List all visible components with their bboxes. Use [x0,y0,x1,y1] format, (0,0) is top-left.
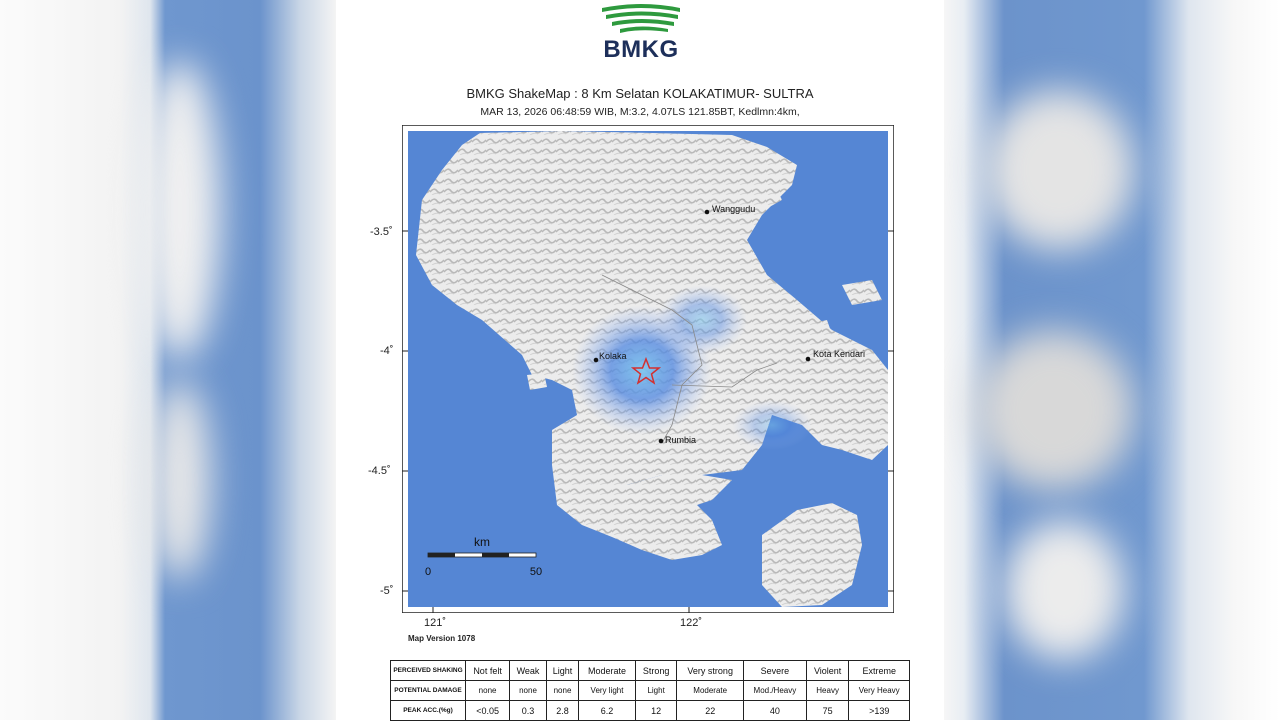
legend-cell: Very strong [677,661,744,681]
blur-blob [974,330,1134,490]
legend-cell: 75 [806,701,849,721]
legend-cell: Mod./Heavy [743,681,806,701]
land-islet [527,373,547,390]
legend-cell: Not felt [466,661,510,681]
blur-blob [150,380,210,580]
place-dot [659,439,664,444]
legend-cell: 12 [635,701,677,721]
legend-cell: Extreme [849,661,910,681]
legend-cell: 2.8 [546,701,578,721]
place-dot [705,210,710,215]
shaking-intensity [657,285,747,355]
blur-blob [1004,520,1124,660]
legend-row-damage [391,681,910,701]
legend-row-shaking [391,661,910,681]
legend-cell: >139 [849,701,910,721]
row-header: PERCEIVED SHAKING [391,661,466,681]
map-version: Map Version 1078 [408,634,476,643]
legend-cell: Light [635,681,677,701]
legend-cell: Very light [579,681,636,701]
scale-start: 0 [424,566,432,578]
bmkg-logo-text: BMKG [603,36,679,63]
place-label-kolaka: Kolaka [599,351,627,361]
lon-label: 121˚ [424,617,447,629]
shakemap-map [402,125,894,613]
blurred-background-right [944,0,1280,720]
lon-label: 122˚ [680,617,703,629]
row-header: PEAK ACC.(%g) [391,701,466,721]
legend-cell: Heavy [806,681,849,701]
shaking-intensity [732,400,812,450]
scale-end: 50 [529,566,543,578]
place-label-kota-kendari: Kota Kendari [813,349,866,359]
legend-cell: none [466,681,510,701]
lat-label: -4.5˚ [368,465,391,477]
legend-cell: Violent [806,661,849,681]
legend-cell: Moderate [579,661,636,681]
map-title: BMKG ShakeMap : 8 Km Selatan KOLAKATIMUR- SULTRA [466,86,814,101]
place-label-rumbia: Rumbia [665,435,697,445]
blur-blob [140,60,220,360]
legend-row-peak-acc [391,701,910,721]
map-subtitle: MAR 13, 2026 06:48:59 WIB, M:3.2, 4.07LS 121.85BT, Kedlmn:4km, [480,106,800,118]
place-label-wanggudu: Wanggudu [712,204,756,214]
row-header: POTENTIAL DAMAGE [391,681,466,701]
scale-unit: km [474,535,490,549]
lat-label: -4˚ [380,345,394,357]
blurred-background-left [0,0,336,720]
bmkg-logo [598,2,684,66]
legend-cell: 0.3 [510,701,547,721]
legend-cell: Moderate [677,681,744,701]
place-dot [806,357,811,362]
legend-cell: Severe [743,661,806,681]
legend-cell: none [510,681,547,701]
legend-cell: Light [546,661,578,681]
legend-cell: none [546,681,578,701]
legend-cell: Very Heavy [849,681,910,701]
legend-cell: 6.2 [579,701,636,721]
place-dot [594,358,599,363]
legend-cell: Strong [635,661,677,681]
shakemap-card [336,0,944,720]
legend-cell: 22 [677,701,744,721]
legend-cell: <0.05 [466,701,510,721]
legend-cell: Weak [510,661,547,681]
bmkg-logo-emblem [598,2,684,38]
intensity-legend-table [390,660,910,721]
lat-label: -3.5˚ [370,226,393,238]
lat-label: -5˚ [380,585,394,597]
legend-cell: 40 [743,701,806,721]
blur-blob [984,90,1134,250]
